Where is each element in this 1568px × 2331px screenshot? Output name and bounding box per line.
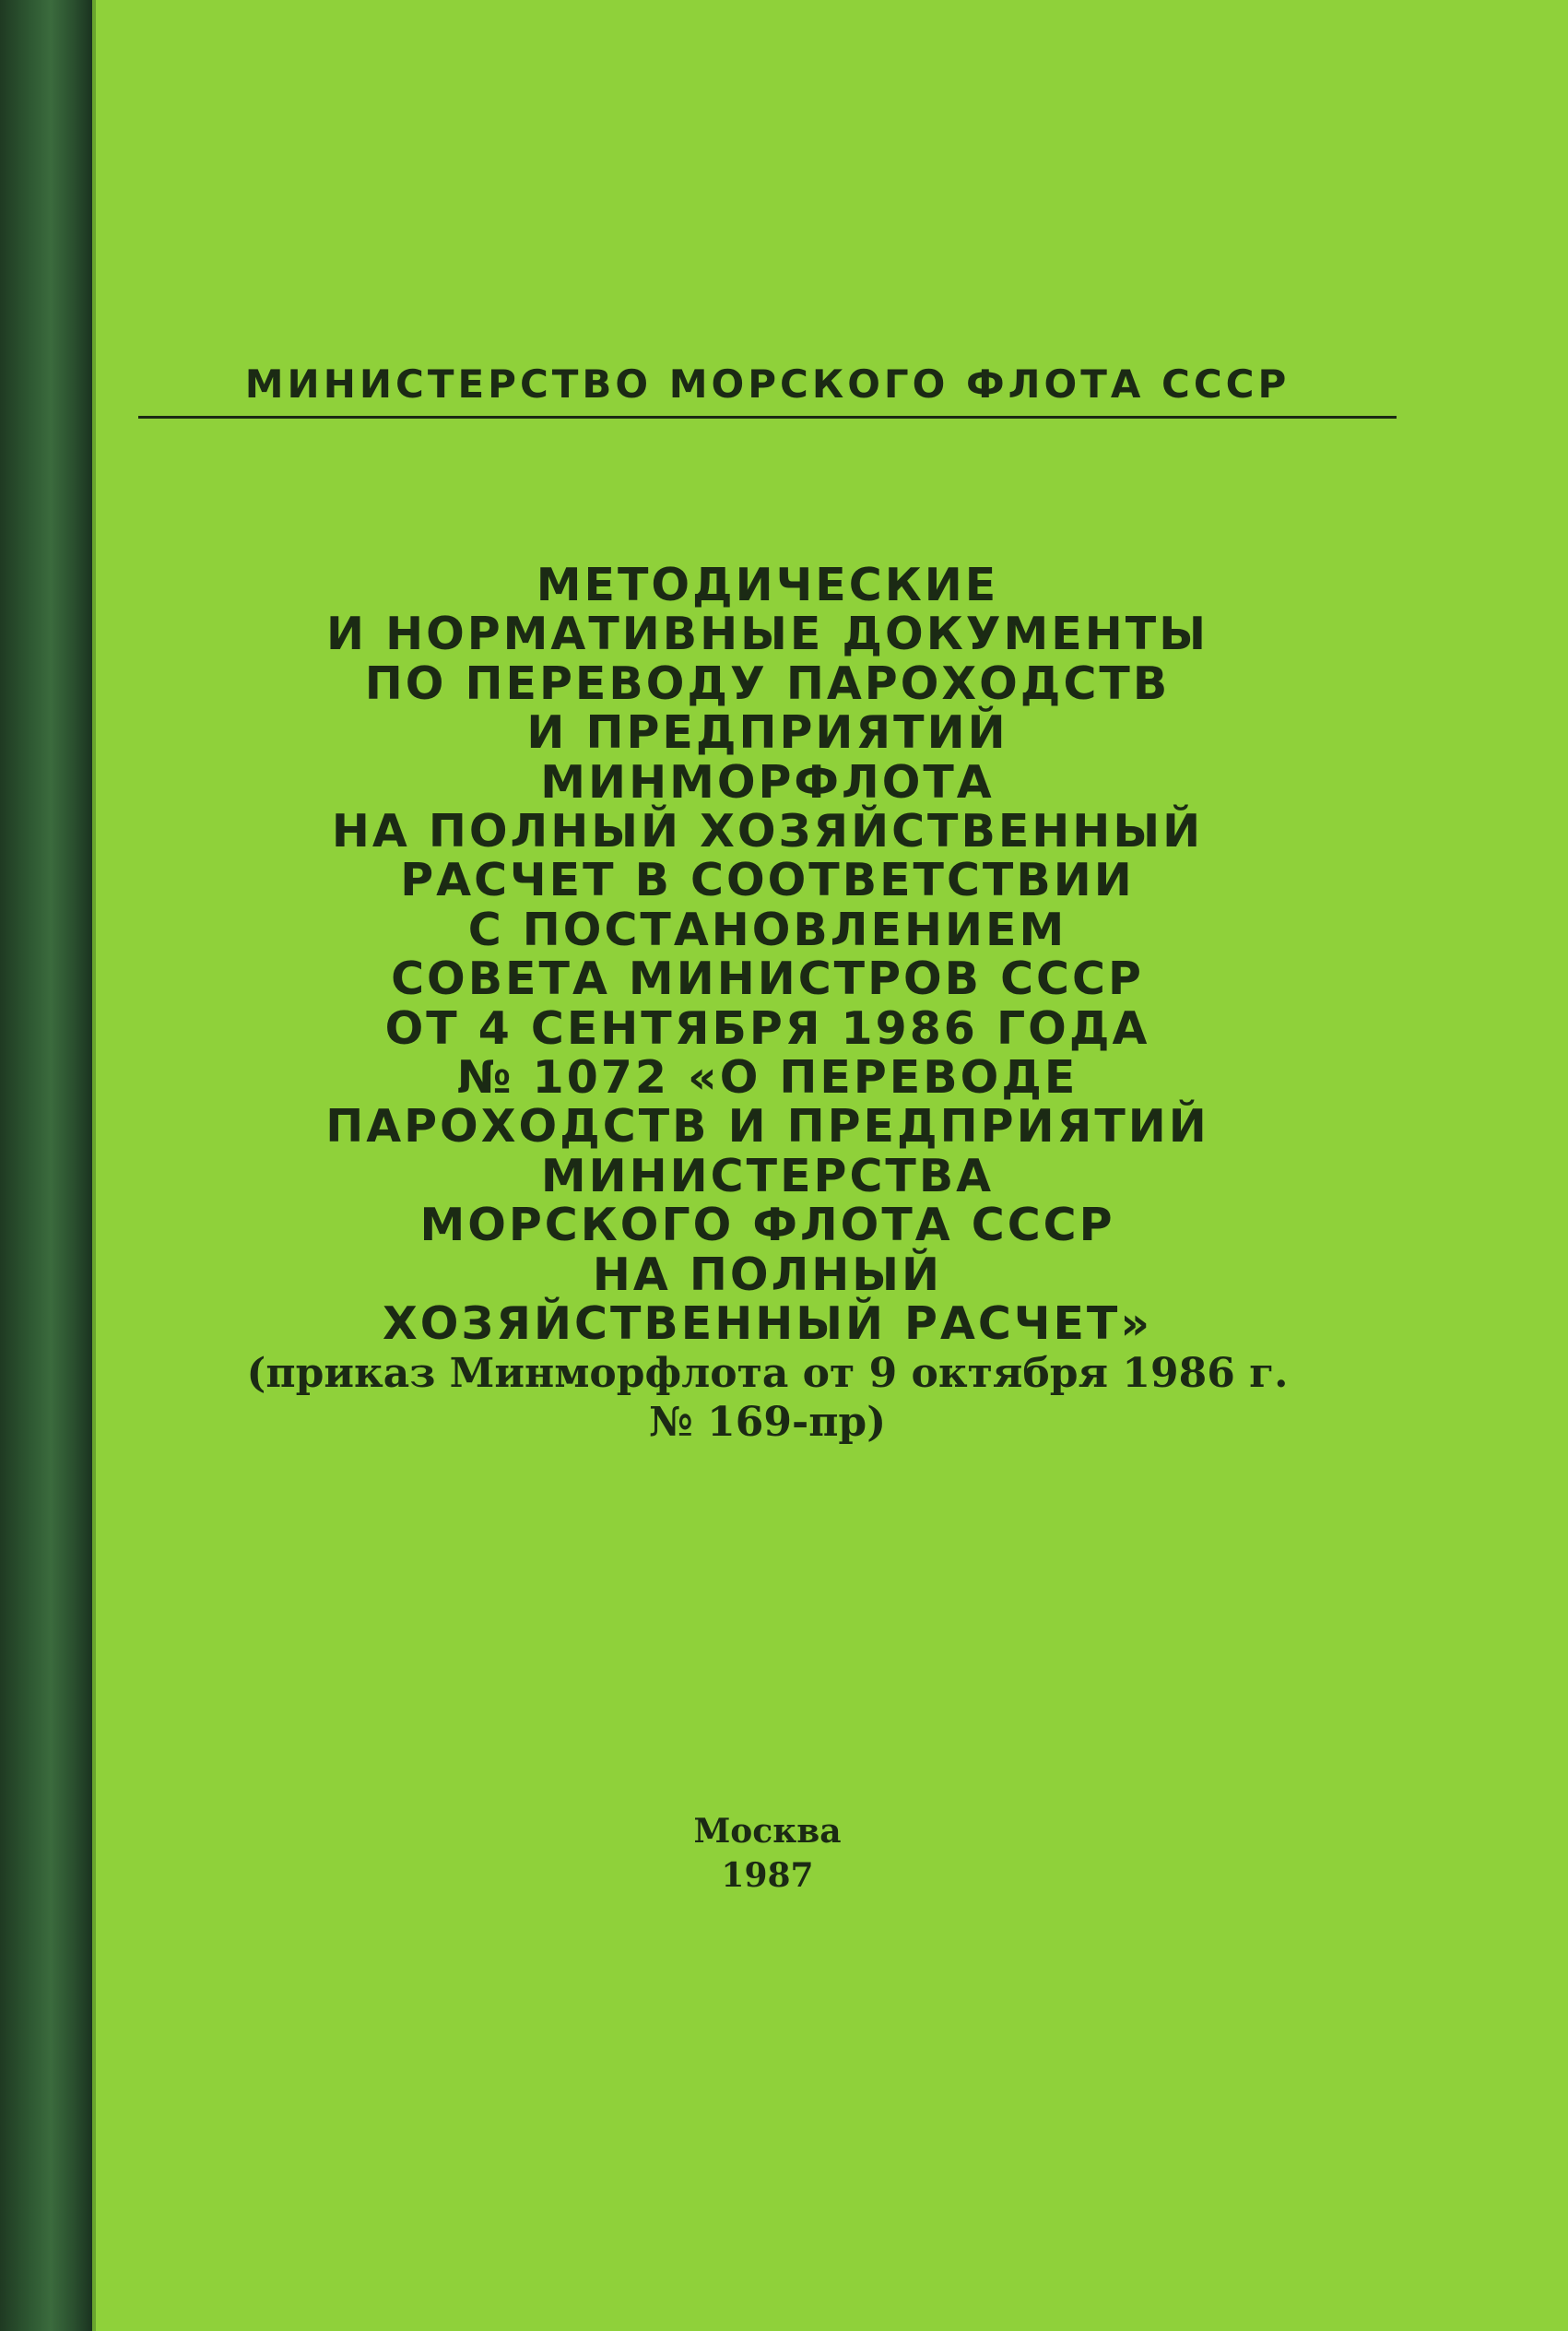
title-line: С ПОСТАНОВЛЕНИЕМ	[467, 903, 1067, 956]
publication-city: Москва	[693, 1812, 842, 1851]
book-spine	[0, 0, 92, 2331]
title-line: ХОЗЯЙСТВЕННЫЙ РАСЧЕТ»	[383, 1297, 1152, 1351]
title-line: НА ПОЛНЫЙ ХОЗЯЙСТВЕННЫЙ	[331, 805, 1204, 858]
spine-edge	[92, 0, 96, 2331]
title-line: ПО ПЕРЕВОДУ ПАРОХОДСТВ	[364, 657, 1171, 710]
title-line: И НОРМАТИВНЫЕ ДОКУМЕНТЫ	[326, 608, 1208, 661]
title-line: СОВЕТА МИНИСТРОВ СССР	[391, 953, 1144, 1006]
title-line: МИНМОРФЛОТА	[540, 755, 995, 809]
title-line: ОТ 4 СЕНТЯБРЯ 1986 ГОДА	[384, 1001, 1150, 1055]
title-line: НА ПОЛНЫЙ	[592, 1248, 943, 1301]
order-reference-line: № 169-пр)	[648, 1398, 887, 1446]
title-line: № 1072 «О ПЕРЕВОДЕ	[456, 1051, 1079, 1105]
title-line: РАСЧЕТ В СООТВЕТСТВИИ	[400, 854, 1135, 907]
cover-title	[138, 561, 1397, 1447]
title-line: И ПРЕДПРИЯТИЙ	[526, 706, 1008, 760]
publication-year: 1987	[721, 1856, 814, 1895]
title-line: МИНИСТЕРСТВА	[540, 1149, 995, 1202]
title-line: МОРСКОГО ФЛОТА СССР	[419, 1199, 1115, 1252]
heading-rule	[138, 416, 1397, 419]
imprint	[138, 1809, 1397, 1898]
title-line: МЕТОДИЧЕСКИЕ	[536, 559, 999, 611]
ministry-heading: МИНИСТЕРСТВО МОРСКОГО ФЛОТА СССР	[244, 361, 1291, 407]
order-reference-line: (приказ Минморфлота от 9 октября 1986 г.	[246, 1349, 1289, 1397]
title-line: ПАРОХОДСТВ И ПРЕДПРИЯТИЙ	[325, 1100, 1209, 1154]
